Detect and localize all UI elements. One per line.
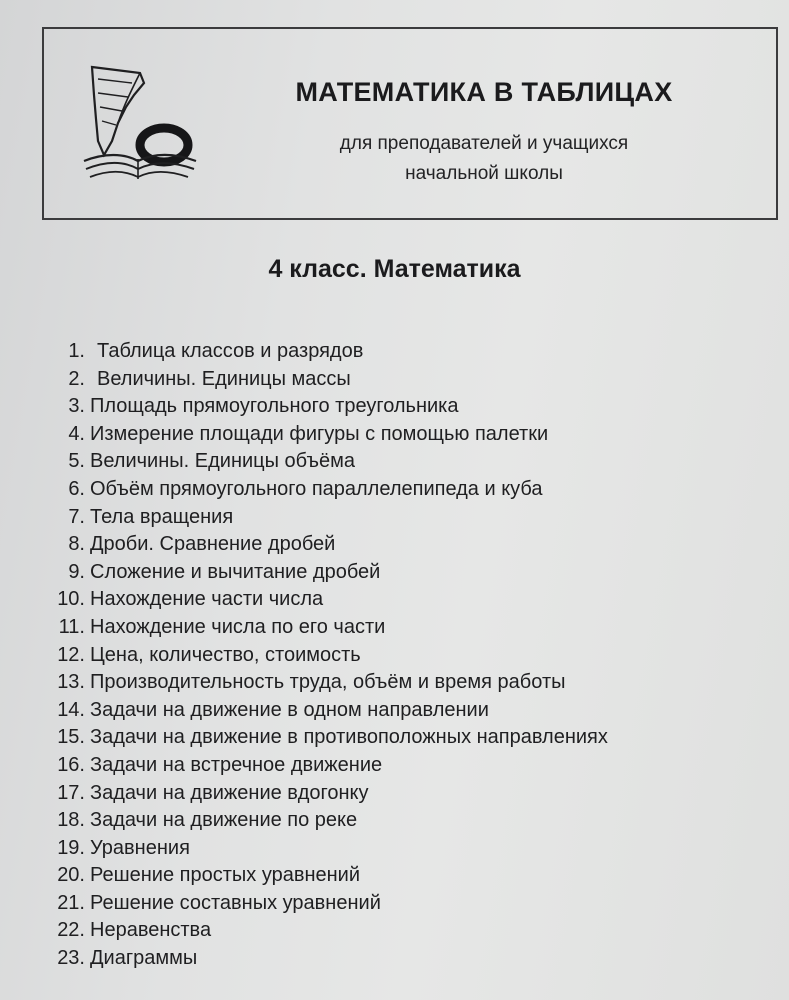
toc-item-text: Измерение площади фигуры с помощью палетки <box>90 422 549 445</box>
toc-item-text: Нахождение числа по его части <box>90 615 386 638</box>
toc-item <box>0 917 789 945</box>
toc-item <box>0 504 789 532</box>
toc-item <box>0 724 789 752</box>
toc-item-number: 20. <box>57 864 85 887</box>
sailboat-book-logo-icon <box>74 49 204 189</box>
header-title: МАТЕМАТИКА В ТАБЛИЦАХ <box>295 77 673 107</box>
toc-item-number: 21. <box>57 891 85 914</box>
toc-item-text: Сложение и вычитание дробей <box>90 560 381 583</box>
toc-item-text: Площадь прямоугольного треугольника <box>90 395 459 418</box>
toc-item <box>0 780 789 808</box>
toc-item-text: Тела вращения <box>90 505 234 528</box>
toc-item <box>0 807 789 835</box>
toc-item <box>0 531 789 559</box>
toc-item <box>0 642 789 670</box>
header-box <box>42 27 778 220</box>
toc-item-text: Решение составных уравнений <box>90 891 381 914</box>
toc-item-number: 8. <box>68 533 85 556</box>
toc-item-text: Цена, количество, стоимость <box>90 643 361 666</box>
toc-item-number: 15. <box>57 726 85 749</box>
toc-item-text: Задачи на движение вдогонку <box>90 781 369 804</box>
toc-item-text: Задачи на движение по реке <box>90 809 358 832</box>
toc-item-text: Неравенства <box>90 919 212 942</box>
toc-item-text: Величины. Единицы объёма <box>90 450 355 473</box>
toc-item-text: Диаграммы <box>90 947 198 970</box>
header-subtitle <box>224 129 744 189</box>
toc-item-text: Производительность труда, объём и время работы <box>90 671 566 694</box>
toc-item-number: 22. <box>57 919 85 942</box>
toc-item-text: Дроби. Сравнение дробей <box>90 533 336 556</box>
toc-item <box>0 835 789 863</box>
toc-item <box>0 586 789 614</box>
toc-item <box>0 366 789 394</box>
toc-item-number: 9. <box>68 560 85 583</box>
toc-item-number: 23. <box>57 947 85 970</box>
toc-item-text: Нахождение части числа <box>90 588 324 611</box>
document-heading: 4 класс. Математика <box>268 255 521 283</box>
toc-item-number: 6. <box>68 477 85 500</box>
toc-item <box>0 752 789 780</box>
toc-item-number: 13. <box>57 671 85 694</box>
toc-item <box>0 559 789 587</box>
toc-item <box>0 421 789 449</box>
toc-item-number: 5. <box>68 450 85 473</box>
toc-item <box>0 476 789 504</box>
toc-item <box>0 448 789 476</box>
toc-item-number: 10. <box>57 588 85 611</box>
toc-item-text: Задачи на встречное движение <box>90 753 383 776</box>
toc-item-text: Таблица классов и разрядов <box>97 340 364 362</box>
toc-item-number: 1. <box>68 340 85 362</box>
toc-item <box>0 338 789 366</box>
toc-item-number: 14. <box>57 698 85 721</box>
toc-item-number: 19. <box>57 836 85 859</box>
toc-item-text: Объём прямоугольного параллелепипеда и куба <box>90 477 543 500</box>
toc-item <box>0 697 789 725</box>
toc-item-number: 3. <box>68 395 85 418</box>
toc-item <box>0 862 789 890</box>
toc-item-text: Уравнения <box>90 836 190 859</box>
header-subtitle-line-1: для преподавателей и учащихся <box>339 133 629 154</box>
toc-item-text: Решение простых уравнений <box>90 864 361 887</box>
toc-item <box>0 393 789 421</box>
toc-item-number: 12. <box>57 643 85 666</box>
toc-item-text: Величины. Единицы массы <box>97 367 351 390</box>
toc-item <box>0 614 789 642</box>
toc-item <box>0 945 789 973</box>
toc-item-number: 17. <box>57 781 85 804</box>
toc-item-number: 18. <box>57 809 85 832</box>
toc-item-number: 11. <box>58 615 85 638</box>
table-of-contents <box>0 338 789 973</box>
toc-item-number: 7. <box>68 505 85 528</box>
toc-item-number: 16. <box>57 753 85 776</box>
toc-item-number: 2. <box>68 367 85 390</box>
toc-item-text: Задачи на движение в противоположных направлениях <box>90 726 608 749</box>
toc-item <box>0 669 789 697</box>
toc-item-number: 4. <box>68 422 85 445</box>
toc-item <box>0 890 789 918</box>
toc-item-text: Задачи на движение в одном направлении <box>90 698 489 721</box>
header-subtitle-line-2: начальной школы <box>405 163 563 184</box>
